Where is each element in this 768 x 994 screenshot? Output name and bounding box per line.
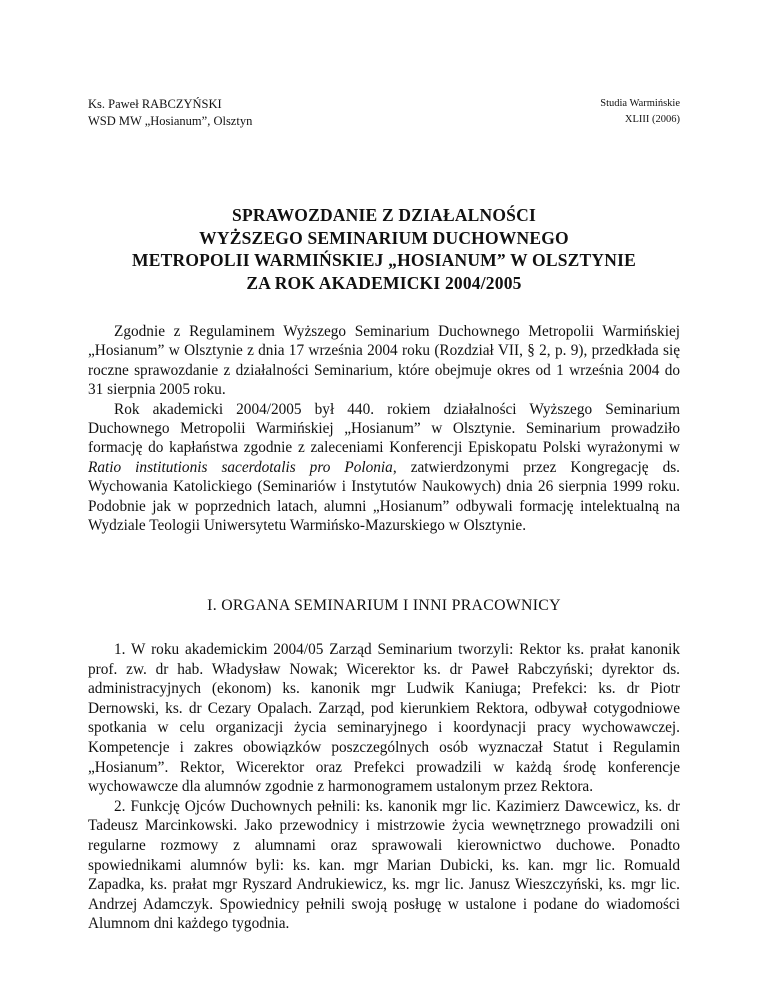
intro-paragraph-1: Zgodnie z Regulaminem Wyższego Seminarium Duchownego Metropolii Warmińskiej „Hosianum” w Olsztynie z dnia 17 września 2004 roku (Rozdział VII, § 2, p. 9), przedkłada się roczne sprawozdanie z działalności Seminarium, które obejmuje okres od 1 września 2004 do 31 sierpnia 2005 roku. — [88, 323, 680, 399]
author-block — [88, 96, 252, 130]
intro-paragraph-2-text: , zatwierdzonymi przez Kongregację ds. Wychowania Katolickiego (Seminariów i Instytutów Naukowych) dnia 26 sierpnia 1999 roku. Podobnie jak w poprzednich latach, alumni „Hosianum” odbywali formację intelektualną na Wydziale Teologii Uniwersytetu Warmińsko-Mazurskiego w Olsztynie. — [88, 458, 680, 535]
intro-paragraph-2-text: Rok akademicki 2004/2005 był 440. rokiem działalności Wyższego Seminarium Duchownego Metropolii Warmińskiej „Hosianum” w Olsztynie. Seminarium prowadziło formację do kapłaństwa zgodnie z zaleceniami Konferencji Episkopatu Polski wyrażonymi w — [88, 400, 680, 457]
author-affiliation: WSD MW „Hosianum”, Olsztyn — [88, 114, 253, 128]
title-line: WYŻSZEGO SEMINARIUM DUCHOWNEGO — [199, 227, 569, 248]
page-header — [88, 96, 680, 130]
intro-text — [88, 322, 680, 535]
title-line: METROPOLII WARMIŃSKIEJ „HOSIANUM” W OLSZTYNIE — [132, 250, 636, 270]
intro-paragraph-2 — [88, 400, 680, 536]
author-name: Ks. Paweł RABCZYŃSKI — [88, 97, 222, 111]
section-paragraph-2: 2. Funkcję Ojców Duchownych pełnili: ks. kanonik mgr lic. Kazimierz Dawcewicz, ks. dr Tadeusz Marcinkowski. Jako przewodnicy i mistrzowie życia wewnętrznego prowadzili oni regularne rozmowy z alumnami oraz sprawowali kierownictwo duchowe. Ponadto spowiednikami alumnów byli: ks. kan. mgr Marian Dubicki, ks. kan. mgr lic. Romuald Zapadka, ks. prałat mgr Ryszard Andrukiewicz, ks. mgr lic. Janusz Wieszczyński, ks. mgr lic. Andrzej Adamczyk. Spowiednicy pełnili swoją posługę w ustalone i podane do wiadomości Alumnom dni każdego tygodnia. — [88, 797, 680, 933]
document-title — [88, 204, 680, 294]
title-line: ZA ROK AKADEMICKI 2004/2005 — [246, 272, 522, 293]
journal-block — [600, 96, 680, 128]
section-body — [88, 640, 680, 934]
journal-volume: XLIII (2006) — [624, 114, 680, 125]
section-paragraph-1: 1. W roku akademickim 2004/05 Zarząd Seminarium tworzyli: Rektor ks. prałat kanonik prof. zw. dr hab. Władysław Nowak; Wicerektor ks. dr Paweł Rabczyński; dyrektor ds. administracyjnych (ekonom) ks. kanonik mgr Ludwik Kaniuga; Prefekci: ks. dr Piotr Dernowski, ks. dr Cezary Opalach. Zarząd, pod kierunkiem Rektora, odbywał cotygodniowe spotkania w celu organizacji życia seminaryjnego i koordynacji pracy wychowawczej. Kompetencje i zakres obowiązków poszczególnych osób wyznaczał Statut i Regulamin „Hosianum”. Rektor, Wicerektor oraz Prefekci prowadzili w każdą środę konferencje wychowawcze dla alumnów zgodnie z harmonogramem ustalonym przez Rektora. — [88, 641, 680, 796]
section-heading: I. ORGANA SEMINARIUM I INNI PRACOWNICY — [207, 597, 561, 614]
ratio-title: Ratio institutionis sacerdotalis pro Polonia — [88, 458, 393, 476]
title-line: SPRAWOZDANIE Z DZIAŁALNOŚCI — [232, 205, 536, 225]
journal-name: Studia Warmińskie — [600, 98, 680, 109]
